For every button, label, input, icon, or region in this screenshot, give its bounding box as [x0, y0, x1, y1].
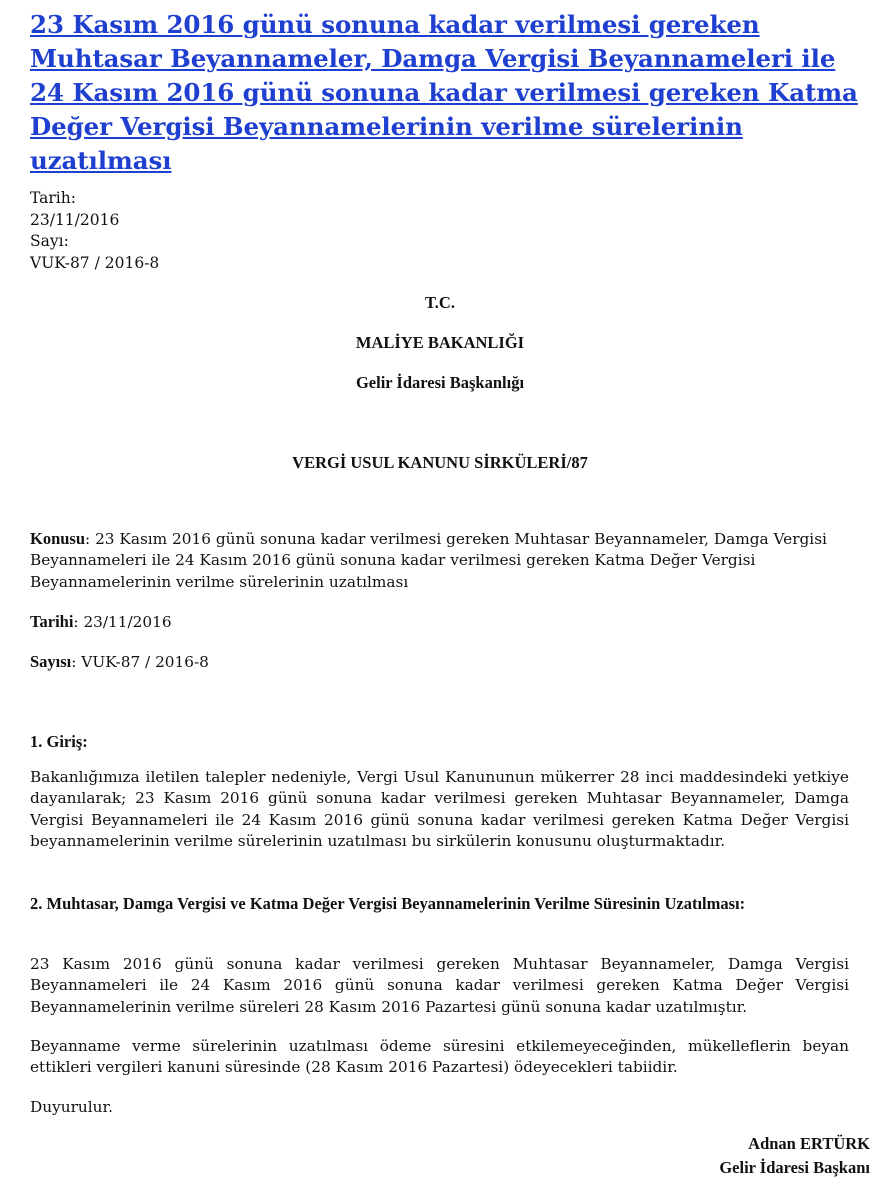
- section2-paragraph1: 23 Kasım 2016 günü sonuna kadar verilmesi gereken Muhtasar Beyannameler, Damga Vergisi Beyannameleri ile 24 Kasım 2016 günü sonuna kadar verilmesi gereken Katma Değer Vergisi Beyannamelerinin verilme süreleri 28 Kasım 2016 Pazartesi günü sonuna kadar uzatılmıştır.: [30, 955, 849, 1016]
- section1-heading: 1. Giriş:: [30, 732, 88, 751]
- subject-label: Konusu: [30, 529, 86, 548]
- header-ministry: MALİYE BAKANLIĞI: [355, 333, 525, 352]
- meta-date-label: Tarih:: [30, 189, 76, 207]
- signature-block: [719, 1132, 870, 1180]
- document-meta: [30, 188, 159, 274]
- section1-text: Bakanlığımıza iletilen talepler nedeniyle, Vergi Usul Kanununun mükerrer 28 inci maddesindeki yetkiye dayanılarak; 23 Kasım 2016 günü sonuna kadar verilmesi gereken Muhtasar Beyannameler, Damga Vergisi Beyannameleri ile 24 Kasım 2016 günü sonuna kadar verilmesi gereken Katma Değer Vergisi beyannamelerinin verilme sürelerinin uzatılması bu sirkülerin konusunu oluşturmaktadır.: [30, 768, 849, 850]
- date-value: : 23/11/2016: [73, 613, 172, 631]
- subject-value: : 23 Kasım 2016 günü sonuna kadar verilmesi gereken Muhtasar Beyannameler, Damga Vergisi Beyannameleri ile 24 Kasım 2016 günü sonuna kadar verilmesi gereken Katma Değer Vergisi Beyannamelerinin verilme sürelerinin uzatılması: [30, 530, 827, 591]
- page-title-link[interactable]: 23 Kasım 2016 günü sonuna kadar verilmesi gereken Muhtasar Beyannameler, Damga Vergisi Beyannameleri ile 24 Kasım 2016 günü sonuna kadar verilmesi gereken Katma Değer Vergisi Beyannamelerinin verilme sürelerinin uzatılması: [30, 10, 858, 175]
- header-department: Gelir İdaresi Başkanlığı: [355, 373, 525, 392]
- subject-paragraph: [30, 528, 849, 593]
- circular-title: VERGİ USUL KANUNU SİRKÜLERİ/87: [292, 453, 588, 472]
- meta-number-value: VUK-87 / 2016-8: [30, 253, 160, 272]
- section2-heading: 2. Muhtasar, Damga Vergisi ve Katma Değer Vergisi Beyannamelerinin Verilme Süresinin Uzatılması:: [30, 894, 746, 913]
- header-tc: T.C.: [425, 293, 455, 312]
- number-value: : VUK-87 / 2016-8: [71, 653, 209, 671]
- number-paragraph: [30, 651, 849, 673]
- signature-name: Adnan ERTÜRK: [748, 1134, 870, 1153]
- number-label: Sayısı: [30, 652, 72, 671]
- closing-text: Duyurulur.: [30, 1098, 114, 1116]
- date-label: Tarihi: [30, 612, 74, 631]
- meta-number-label: Sayı:: [30, 232, 69, 250]
- section2-paragraph2: Beyanname verme sürelerinin uzatılması ödeme süresini etkilemeyeceğinden, mükelleflerin beyan ettikleri vergileri kanuni süresinde (28 Kasım 2016 Pazartesi) ödeyecekleri tabiidir.: [30, 1037, 849, 1077]
- date-paragraph: [30, 611, 849, 633]
- signature-position: Gelir İdaresi Başkanı: [719, 1158, 870, 1177]
- meta-date-value: 23/11/2016: [30, 210, 120, 229]
